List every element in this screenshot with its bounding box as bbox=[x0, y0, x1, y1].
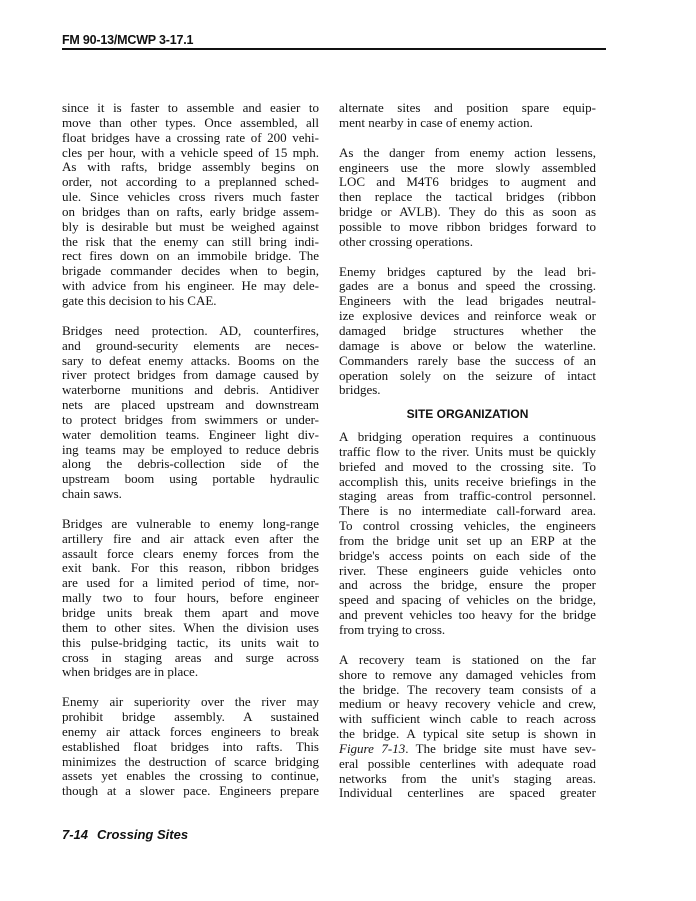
text-line: them to other sites. When the division uses bbox=[62, 619, 319, 635]
text-line: briefed and moved to the crossing site. To bbox=[339, 458, 596, 474]
text-line: order, not according to a preplanned sched- bbox=[62, 174, 319, 190]
text-line: damage is above or below the waterline. bbox=[339, 337, 596, 353]
text-line: traffic flow to the river. Units must be quickly bbox=[339, 443, 596, 459]
text-line: brigade commander decides when to begin, bbox=[62, 263, 319, 279]
text-line: ule. Since vehicles cross rivers much faster bbox=[62, 189, 319, 205]
running-header bbox=[62, 33, 606, 50]
text-line: chain saws. bbox=[62, 486, 122, 502]
text-line: operation solely on the seizure of intact bbox=[339, 367, 596, 383]
text-line: other crossing operations. bbox=[339, 233, 473, 249]
text-line: on bridges than on rafts, early bridge assem- bbox=[62, 203, 319, 219]
text-line: when bridges are in place. bbox=[62, 664, 199, 680]
text-line: rect fires down on an immobile bridge. The bbox=[62, 248, 319, 264]
text-line: water demolition teams. Engineer light div- bbox=[62, 426, 319, 442]
text-line: enemy air attack forces engineers to break bbox=[62, 723, 319, 739]
text-line: mally two to four hours, before engineer bbox=[62, 590, 319, 606]
paragraph bbox=[62, 324, 319, 502]
text-line: the bridge. The recovery team consists of a bbox=[339, 681, 596, 697]
text-line: ize explosive devices and reinforce weak or bbox=[339, 308, 596, 324]
text-line: established float bridges into rafts. This bbox=[62, 738, 319, 754]
text-line: and across the bridge, ensure the proper bbox=[339, 577, 596, 593]
paragraph bbox=[62, 695, 319, 799]
text-line: upstream boom using portable hydraulic bbox=[62, 471, 319, 487]
text-line: staging areas from traffic-control personnel. bbox=[339, 488, 596, 504]
text-line: artillery fire and air attack even after the bbox=[62, 530, 319, 546]
text-line: are used for a limited period of time, nor- bbox=[62, 575, 319, 591]
text-line: cles per hour, with a vehicle speed of 15 mph. bbox=[62, 144, 319, 160]
text-line: ing teams may be employed to reduce debris bbox=[62, 441, 319, 457]
text-line: A bridging operation requires a continuous bbox=[339, 429, 596, 445]
text-line: bridge or AVLB). They do this as soon as bbox=[339, 204, 596, 220]
text-line: speed and spacing of vehicles on the bridge, bbox=[339, 592, 596, 608]
right-column bbox=[339, 101, 596, 816]
text-line: river protect bridges from damage caused by bbox=[62, 367, 319, 383]
text-line: Engineers with the lead brigades neutral- bbox=[339, 293, 596, 309]
text-line: the risk that the enemy can still bring indi- bbox=[62, 233, 319, 249]
paragraph bbox=[339, 653, 596, 801]
text-line: river. These engineers guide vehicles onto bbox=[339, 562, 596, 578]
paragraph bbox=[339, 146, 596, 250]
text-line: the bridge. A typical site setup is shown in bbox=[339, 726, 596, 742]
text-line: bly is desirable but must be weighed against bbox=[62, 218, 319, 234]
text-line: possible to move ribbon bridges forward to bbox=[339, 218, 596, 234]
paragraph bbox=[62, 101, 319, 309]
section-heading: SITE ORGANIZATION bbox=[406, 407, 529, 422]
text-line: prohibit bridge assembly. A sustained bbox=[62, 709, 319, 725]
text-line: float bridges have a crossing rate of 200 vehi- bbox=[62, 129, 319, 145]
text-line: gades are a bonus and speed the crossing. bbox=[339, 278, 596, 294]
text-line: To control crossing vehicles, the engineers bbox=[339, 518, 596, 534]
text-line: A recovery team is stationed on the far bbox=[339, 651, 596, 667]
text-line: minimizes the destruction of scarce bridging bbox=[62, 753, 319, 769]
text-line: sary to defeat enemy attacks. Booms on the bbox=[62, 352, 319, 368]
text-line: and prevent vehicles too heavy for the bridge bbox=[339, 607, 596, 623]
paragraph bbox=[62, 517, 319, 680]
figure-reference: Figure 7-13 bbox=[339, 740, 406, 756]
text-line: nets are placed upstream and downstream bbox=[62, 397, 319, 413]
text-line: shore to remove any damaged vehicles from bbox=[339, 666, 596, 682]
section-title: Crossing Sites bbox=[97, 827, 189, 842]
text-line: move than other types. Once assembled, all bbox=[62, 114, 319, 130]
text-line: cross in staging areas and surge across bbox=[62, 649, 319, 665]
text-line: eral possible centerlines with adequate road bbox=[339, 755, 596, 771]
text-line: As the danger from enemy action lessens, bbox=[339, 144, 596, 160]
text-line: bridges. bbox=[339, 382, 381, 398]
document-id: FM 90-13/MCWP 3-17.1 bbox=[62, 33, 194, 47]
text-line: with advice from his engineer. He may dele- bbox=[62, 278, 319, 294]
text-line: and ground-security elements are neces- bbox=[62, 337, 319, 353]
text-line: with sufficient winch cable to reach across bbox=[339, 711, 596, 727]
text-line: from trying to cross. bbox=[339, 622, 446, 637]
text-line: assets yet enables the crossing to continue, bbox=[62, 768, 319, 784]
text-line: assault force clears enemy forces from the bbox=[62, 545, 319, 561]
text-line: to protect bridges from swimmers or under- bbox=[62, 411, 319, 427]
text-line bbox=[339, 742, 596, 757]
text-line: since it is faster to assemble and easier to bbox=[62, 100, 319, 115]
text-line: bridge units break them apart and move bbox=[62, 605, 319, 620]
text-line: alternate sites and position spare equip- bbox=[339, 100, 596, 115]
text-line: LOC and M4T6 bridges to augment and bbox=[339, 174, 596, 190]
text-line: Enemy air superiority over the river may bbox=[62, 694, 319, 710]
text-line: engineers use the more slowly assembled bbox=[339, 159, 596, 175]
text-segment: . The bridge site must have sev- bbox=[405, 740, 596, 756]
text-line: this pulse-bridging tactic, its units wait to bbox=[62, 634, 319, 650]
text-line: though at a slower pace. Engineers prepare bbox=[62, 783, 319, 799]
text-line: bridge's access points on each side of the bbox=[339, 547, 596, 563]
text-line: Enemy bridges captured by the lead bri- bbox=[339, 263, 596, 279]
paragraph bbox=[339, 265, 596, 399]
page-footer bbox=[62, 827, 188, 842]
text-line: Bridges are vulnerable to enemy long-range bbox=[62, 515, 319, 531]
left-column bbox=[62, 101, 319, 814]
text-line: then replace the tactical bridges (ribbon bbox=[339, 189, 596, 205]
page-number: 7-14 bbox=[62, 827, 89, 842]
text-line: Individual centerlines are spaced greater bbox=[339, 785, 596, 801]
text-line: networks from the unit's staging areas. bbox=[339, 770, 596, 786]
text-line: waterborne munitions and debris. Antidiver bbox=[62, 382, 319, 398]
text-line: gate this decision to his CAE. bbox=[62, 292, 217, 308]
text-line: As with rafts, bridge assembly begins on bbox=[62, 159, 319, 175]
paragraph bbox=[339, 101, 596, 131]
text-line: along the debris-collection side of the bbox=[62, 456, 319, 472]
text-line: There is no intermediate call-forward area. bbox=[339, 503, 596, 519]
text-line: Commanders rarely base the success of an bbox=[339, 352, 596, 368]
text-line: exit bank. For this reason, ribbon bridges bbox=[62, 560, 319, 576]
text-line: damaged bridge structures whether the bbox=[339, 322, 596, 338]
text-line: medium or heavy recovery vehicle and crew, bbox=[339, 696, 596, 712]
text-line: from the bridge unit set up an ERP at the bbox=[339, 532, 596, 548]
text-line: accomplish this, units receive briefings in the bbox=[339, 473, 596, 489]
text-line: Bridges need protection. AD, counterfires, bbox=[62, 322, 319, 338]
paragraph bbox=[339, 430, 596, 638]
text-line: ment nearby in case of enemy action. bbox=[339, 114, 533, 130]
